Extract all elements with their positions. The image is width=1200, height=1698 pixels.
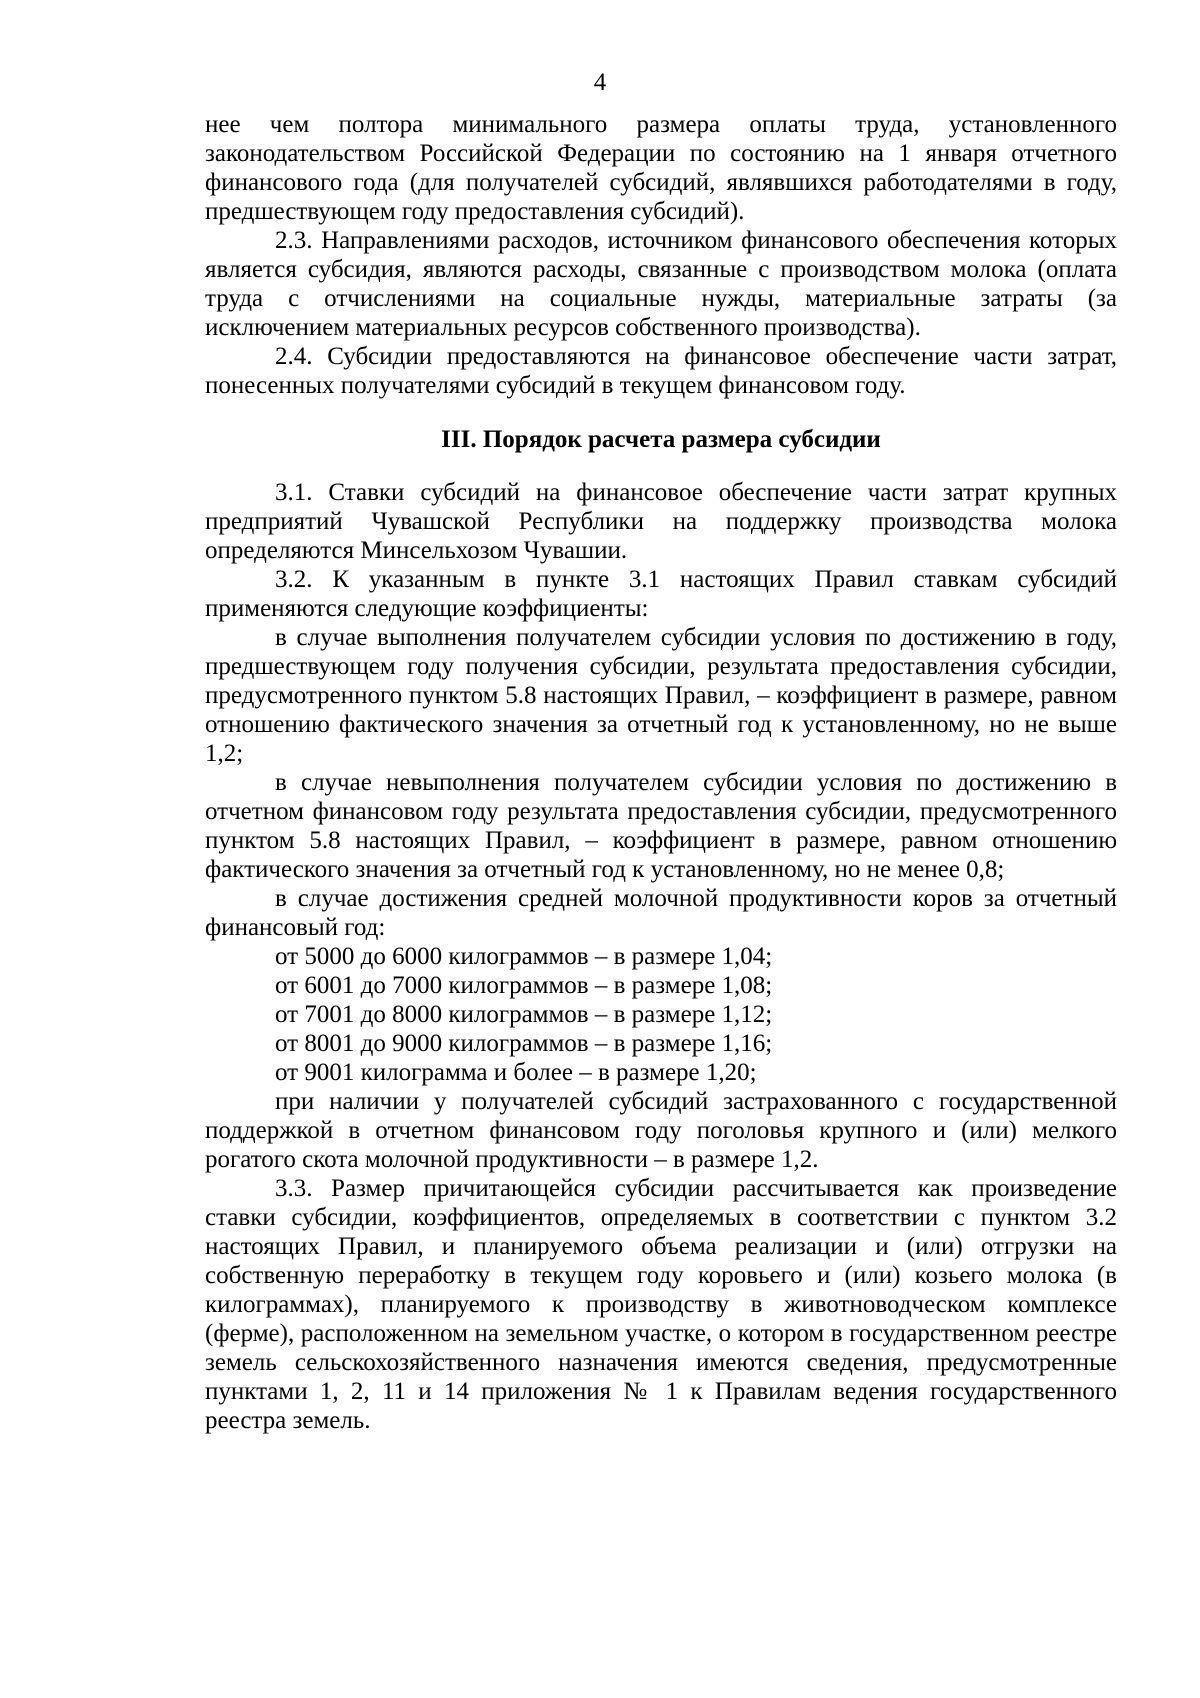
paragraph-3-2: 3.2. К указанным в пункте 3.1 настоящих Правил ставкам субсидий применяются следующие коэффициенты: xyxy=(205,566,1117,622)
paragraph-continuation: нее чем полтора минимального размера оплаты труда, установленного законодательством Российской Федерации по состоянию на 1 января отчетного финансового года (для получателей субсидий, являвшихся работодателями в году, предшествующем году предоставления субсидий). xyxy=(205,111,1117,225)
paragraph-2-3: 2.3. Направлениями расходов, источником финансового обеспечения которых является субсидия, являются расходы, связанные с производством молока (оплата труда с отчислениями на социальные нужды, материальные затраты (за исключением материальных ресурсов собственного производства). xyxy=(205,227,1117,341)
paragraph-3-3: 3.3. Размер причитающейся субсидии рассчитывается как произведение ставки субсидии, коэффициентов, определяемых в соответствии с пунктом 3.2 настоящих Правил, и планируемого объема реализации и (или) отгрузки на собственную переработку в текущем году коровьего и (или) козьего молока (в килограммах), планируемого к производству в животноводческом комплексе (ферме), расположенном на земельном участке, о котором в государственном реестре земель сельскохозяйственного назначения имеются сведения, предусмотренные пунктами 1, 2, 11 и 14 приложения № 1 к Правилам ведения государственного реестра земель. xyxy=(205,1175,1117,1434)
spacer xyxy=(205,454,1117,478)
section-heading: III. Порядок расчета размера субсидии xyxy=(441,426,881,453)
paragraph-productivity-intro: в случае достижения средней молочной продуктивности коров за отчетный финансовый год: xyxy=(205,885,1117,941)
list-item: от 5000 до 6000 килограммов – в размере 1,04; xyxy=(275,943,773,970)
list-item: от 6001 до 7000 килограммов – в размере 1,08; xyxy=(275,972,773,999)
document-body xyxy=(205,110,1117,1435)
paragraph-coefficient-unfulfilled: в случае невыполнения получателем субсидии условия по достижению в отчетном финансовом году результата предоставления субсидии, предусмотренного пунктом 5.8 настоящих Правил, – коэффициент в размере, равном отношению фактического значения за отчетный год к установленному, но не менее 0,8; xyxy=(205,769,1117,883)
list-item: от 9001 килограмма и более – в размере 1,20; xyxy=(275,1059,757,1086)
paragraph-2-4: 2.4. Субсидии предоставляются на финансовое обеспечение части затрат, понесенных получателями субсидий в текущем финансовом году. xyxy=(205,343,1117,399)
list-item: от 8001 до 9000 килограммов – в размере 1,16; xyxy=(275,1030,773,1057)
paragraph-insurance: при наличии у получателей субсидий застрахованного с государственной поддержкой в отчетном финансовом году поголовья крупного и (или) мелкого рогатого скота молочной продуктивности – в размере 1,2. xyxy=(205,1088,1117,1173)
paragraph-3-1: 3.1. Ставки субсидий на финансовое обеспечение части затрат крупных предприятий Чувашской Республики на поддержку производства молока определяются Минсельхозом Чувашии. xyxy=(205,479,1117,564)
page-number: 4 xyxy=(593,69,607,96)
paragraph-coefficient-fulfilled: в случае выполнения получателем субсидии условия по достижению в году, предшествующем году получения субсидии, результата предоставления субсидии, предусмотренного пунктом 5.8 настоящих Правил, – коэффициент в размере, равном отношению фактического значения за отчетный год к установленному, но не выше 1,2; xyxy=(205,624,1117,767)
list-item: от 7001 до 8000 килограммов – в размере 1,12; xyxy=(275,1001,773,1028)
spacer xyxy=(205,400,1117,425)
